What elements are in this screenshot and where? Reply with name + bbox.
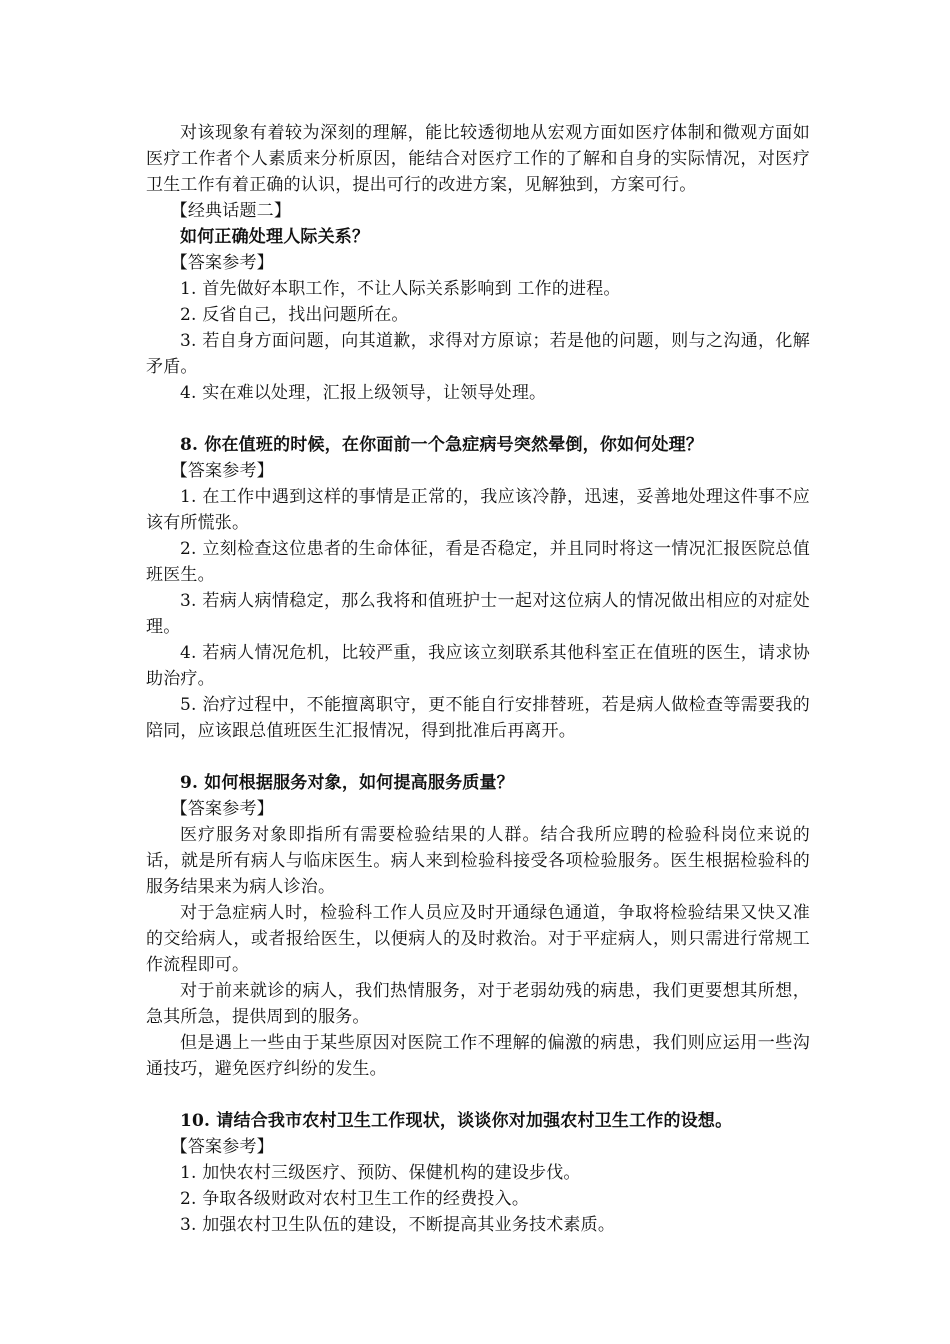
spacer	[146, 406, 810, 432]
topic2-tag: 【经典话题二】	[170, 201, 292, 221]
q8-item-5: 5. 治疗过程中，不能擅离职守，更不能自行安排替班，若是病人做检查等需要我的陪同，应该跟总值班医生汇报情况，得到批准后再离开。	[146, 695, 810, 741]
q8-item-4: 4. 若病人情况危机，比较严重，我应该立刻联系其他科室正在值班的医生，请求协助治疗。	[146, 643, 810, 689]
topic2-answer-tag: 【答案参考】	[170, 253, 274, 273]
topic2-item-2: 2. 反省自己，找出问题所在。	[180, 305, 409, 325]
q9-question: 9. 如何根据服务对象，如何提高服务质量？	[180, 773, 514, 793]
q8-question: 8. 你在值班的时候，在你面前一个急症病号突然晕倒，你如何处理？	[180, 435, 704, 455]
q9-paragraph-1: 医疗服务对象即指所有需要检验结果的人群。结合我所应聘的检验科岗位来说的话，就是所有病人与临床医生。病人来到检验科接受各项检验服务。医生根据检验科的服务结果来为病人诊治。	[146, 825, 810, 897]
spacer	[146, 744, 810, 770]
q8-answer-tag: 【答案参考】	[170, 461, 274, 481]
q9-paragraph-2: 对于急症病人时，检验科工作人员应及时开通绿色通道，争取将检验结果又快又准的交给病人，或者报给医生，以便病人的及时救治。对于平症病人，则只需进行常规工作流程即可。	[146, 903, 810, 975]
q8-item-1: 1. 在工作中遇到这样的事情是正常的，我应该冷静，迅速，妥善地处理这件事不应该有所慌张。	[146, 487, 810, 533]
topic2-item-4: 4. 实在难以处理，汇报上级领导，让领导处理。	[180, 383, 547, 403]
topic2-item-1: 1. 首先做好本职工作，不让人际关系影响到 工作的进程。	[180, 279, 621, 299]
spacer	[146, 1082, 810, 1108]
q10-answer-tag: 【答案参考】	[170, 1137, 274, 1157]
document-page	[146, 120, 810, 1238]
topic2-item-3: 3. 若自身方面问题，向其道歉，求得对方原谅；若是他的问题，则与之沟通，化解矛盾。	[146, 331, 810, 377]
q9-paragraph-4: 但是遇上一些由于某些原因对医院工作不理解的偏激的病患，我们则应运用一些沟通技巧，避免医疗纠纷的发生。	[146, 1033, 810, 1079]
intro-paragraph: 对该现象有着较为深刻的理解，能比较透彻地从宏观方面如医疗体制和微观方面如医疗工作者个人素质来分析原因，能结合对医疗工作的了解和自身的实际情况，对医疗卫生工作有着正确的认识，提出可行的改进方案，见解独到，方案可行。	[146, 123, 810, 195]
topic2-question: 如何正确处理人际关系？	[180, 227, 370, 247]
q8-item-2: 2. 立刻检查这位患者的生命体征，看是否稳定，并且同时将这一情况汇报医院总值班医生。	[146, 539, 810, 585]
q9-answer-tag: 【答案参考】	[170, 799, 274, 819]
q10-item-3: 3. 加强农村卫生队伍的建设，不断提高其业务技术素质。	[180, 1215, 616, 1235]
q10-item-2: 2. 争取各级财政对农村卫生工作的经费投入。	[180, 1189, 530, 1209]
q8-item-3: 3. 若病人病情稳定，那么我将和值班护士一起对这位病人的情况做出相应的对症处理。	[146, 591, 810, 637]
q10-item-1: 1. 加快农村三级医疗、预防、保健机构的建设步伐。	[180, 1163, 581, 1183]
q10-question: 10. 请结合我市农村卫生工作现状，谈谈你对加强农村卫生工作的设想。	[180, 1111, 733, 1131]
q9-paragraph-3: 对于前来就诊的病人，我们热情服务，对于老弱幼残的病患，我们更要想其所想，急其所急，提供周到的服务。	[146, 981, 810, 1027]
